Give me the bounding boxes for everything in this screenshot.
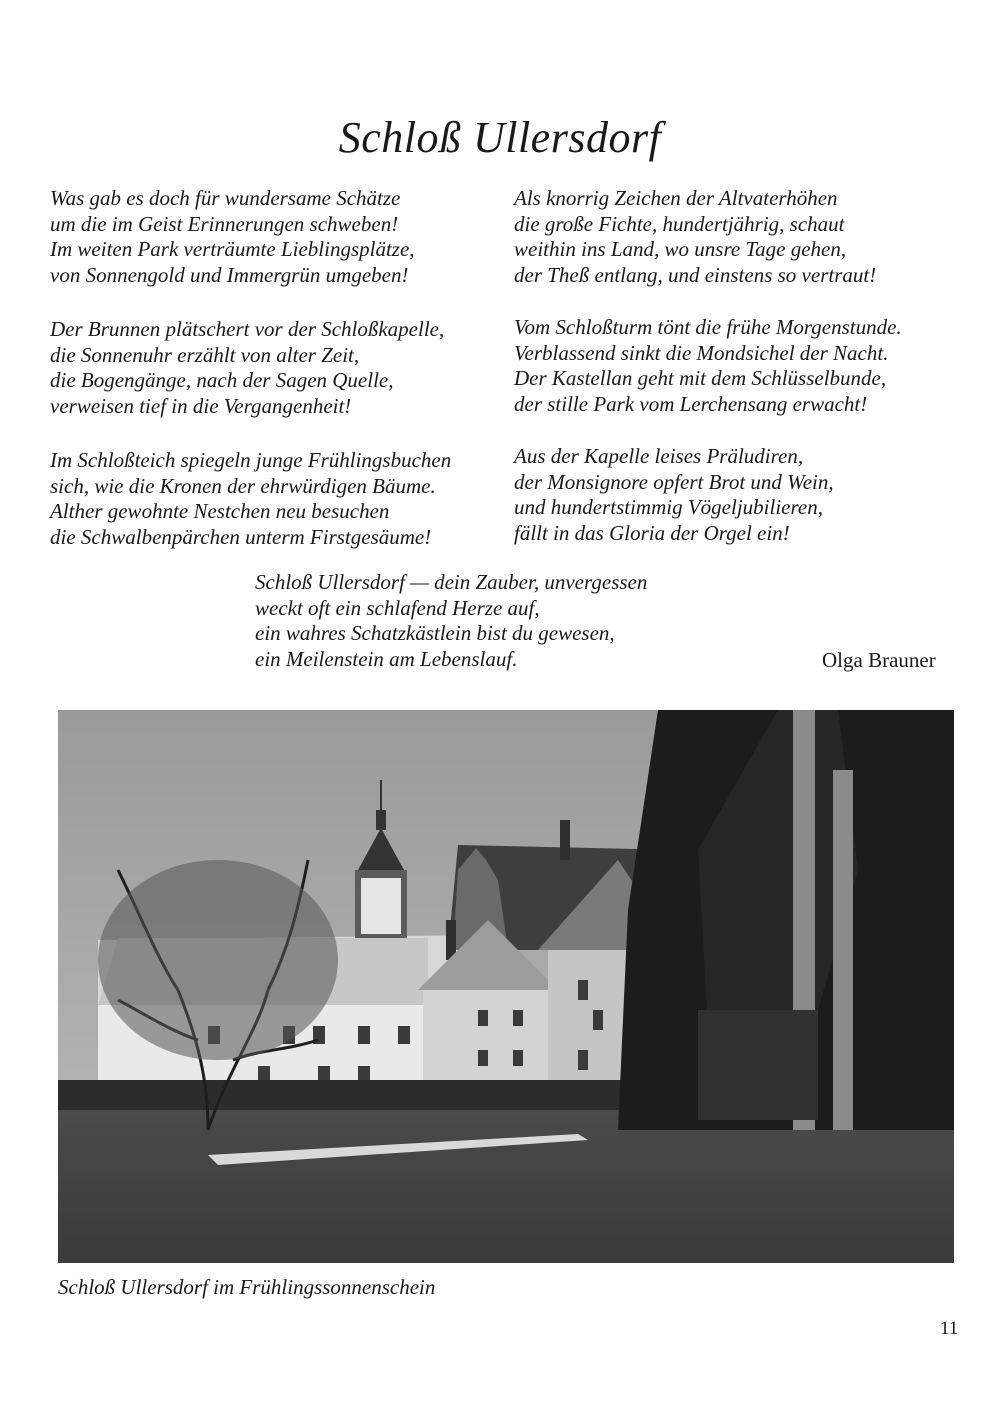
poem-line: weckt oft ein schlafend Herze auf, (255, 595, 540, 620)
page-number: 11 (940, 1318, 959, 1339)
castle-photograph-illustration (58, 710, 954, 1263)
stanza-2 (50, 317, 444, 419)
poem-line: ein Meilenstein am Lebenslauf. (255, 646, 518, 671)
poem-line: der stille Park vom Lerchensang erwacht! (514, 391, 868, 416)
poem-line: weithin ins Land, wo unsre Tage gehen, (514, 237, 847, 261)
poem-line: verweisen tief in die Vergangenheit! (50, 393, 352, 418)
photo-caption: Schloß Ullersdorf im Frühlingssonnenschein (58, 1275, 436, 1299)
poem-line: die Bogengänge, nach der Sagen Quelle, (50, 368, 394, 392)
castle-photograph (58, 710, 954, 1263)
stanza-1 (50, 186, 415, 288)
poem-line: und hundertstimmig Vögeljubilieren, (514, 495, 823, 519)
stanza-6 (514, 444, 834, 546)
poem-line: die große Fichte, hundertjährig, schaut (514, 211, 845, 236)
poem-line: fällt in das Gloria der Orgel ein! (514, 520, 790, 545)
poem-line: Verblassend sinkt die Mondsichel der Nacht. (514, 340, 889, 365)
poem-title: Schloß Ullersdorf (338, 113, 662, 162)
poem-line: Als knorrig Zeichen der Altvaterhöhen (514, 186, 838, 210)
poem-line: der Theß entlang, und einstens so vertraut! (514, 262, 877, 287)
poem-line: um die im Geist Erinnerungen schweben! (50, 211, 399, 236)
poem-line: der Monsignore opfert Brot und Wein, (514, 469, 834, 494)
stanza-4 (514, 186, 876, 288)
poem-line: von Sonnengold und Immergrün umgeben! (50, 262, 409, 287)
poem-line: Alther gewohnte Nestchen neu besuchen (50, 499, 390, 523)
stanza-3 (50, 448, 451, 550)
author-name: Olga Brauner (822, 648, 936, 672)
poem-line: Vom Schloßturm tönt die frühe Morgenstunde. (514, 315, 902, 339)
poem-line: Aus der Kapelle leises Präludiren, (514, 444, 804, 468)
poem-line: sich, wie die Kronen der ehrwürdigen Bäume. (50, 473, 436, 498)
stanza-5 (514, 315, 902, 417)
poem-line: Der Brunnen plätschert vor der Schloßkapelle, (50, 317, 445, 341)
stanza-7 (255, 570, 647, 672)
poem-line: Was gab es doch für wundersame Schätze (50, 186, 401, 210)
poem-line: ein wahres Schatzkästlein bist du gewesen, (255, 621, 615, 645)
poem-line: Im weiten Park verträumte Lieblingsplätze, (50, 237, 415, 261)
poem-line: Im Schloßteich spiegeln junge Frühlingsbuchen (50, 448, 452, 472)
poem-line: die Schwalbenpärchen unterm Firstgesäume! (50, 524, 432, 549)
poem-line: Der Kastellan geht mit dem Schlüsselbunde, (514, 366, 887, 390)
poem-line: Schloß Ullersdorf — dein Zauber, unvergessen (255, 570, 648, 594)
poem-line: die Sonnenuhr erzählt von alter Zeit, (50, 342, 360, 367)
